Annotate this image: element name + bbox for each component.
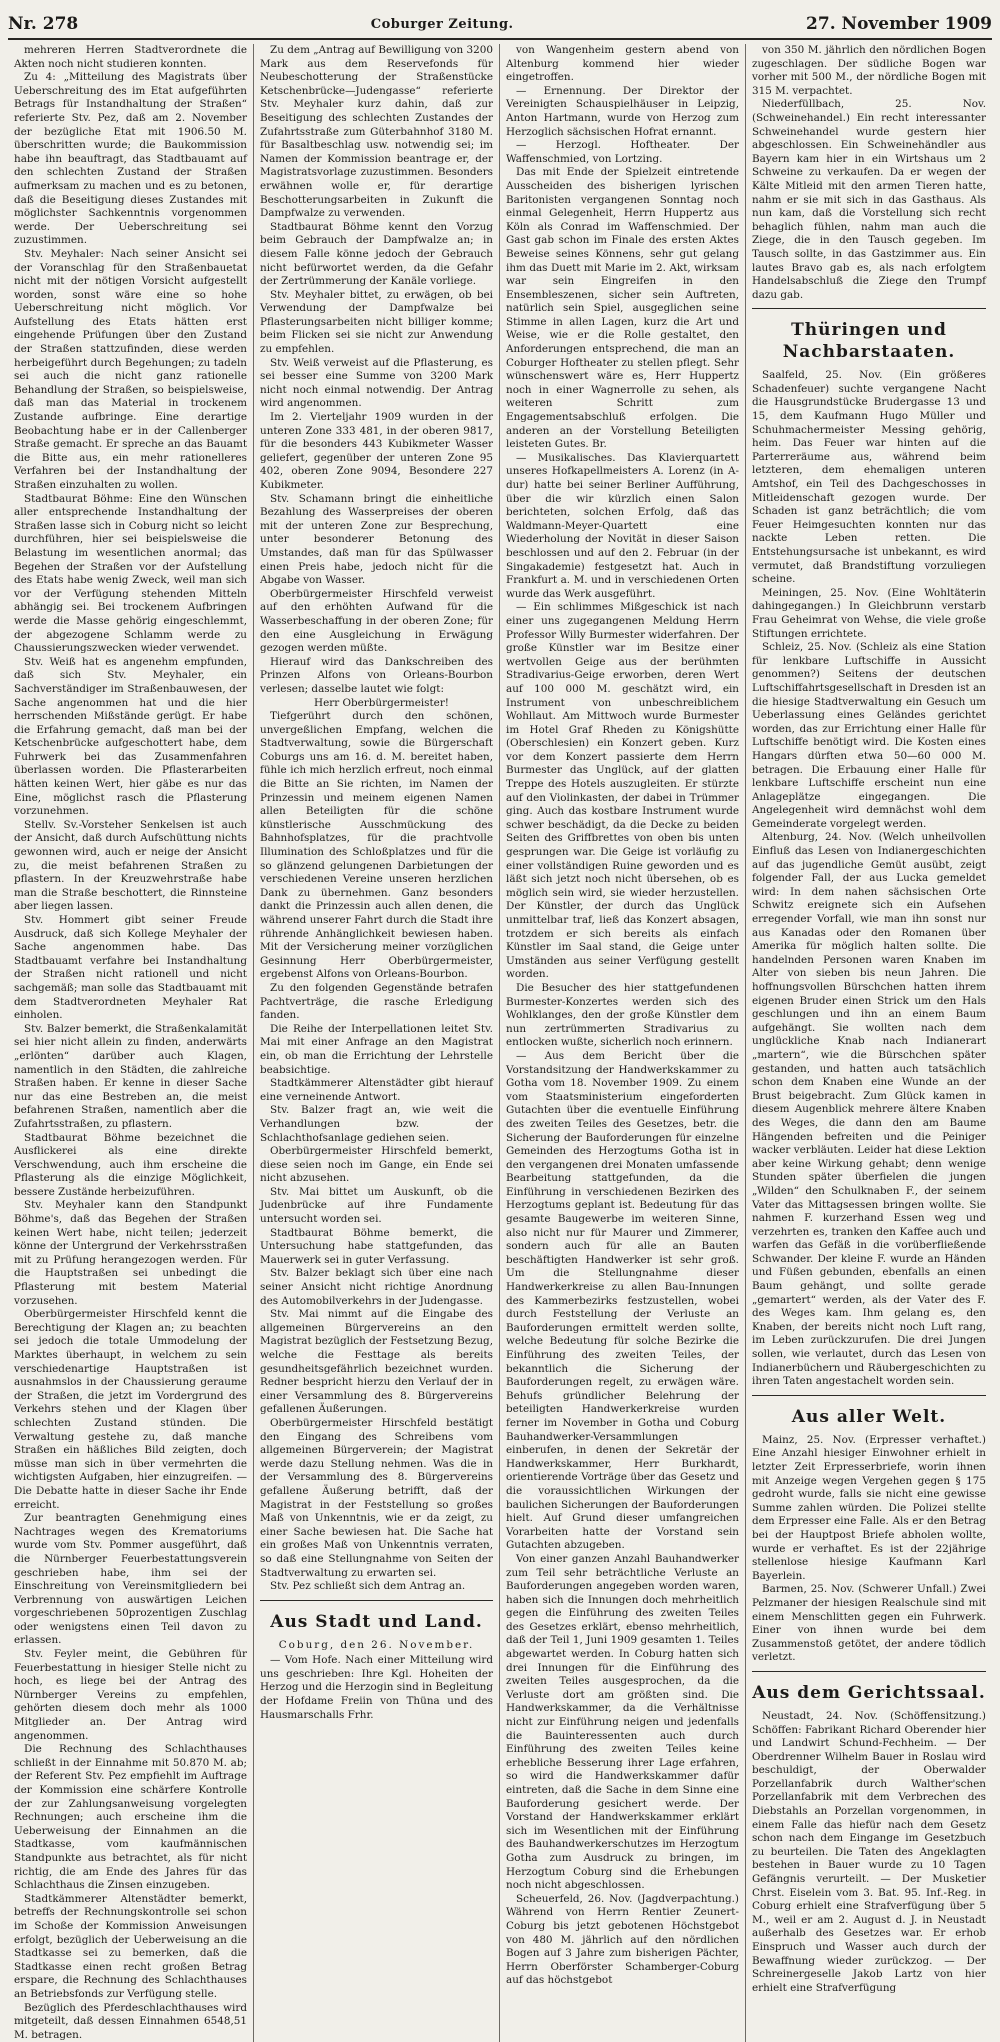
paragraph: Die Reihe der Interpellationen leitet Stv. Mai mit einer Anfrage an den Magistrat ein, ob man die Errichtung der Lehrstelle beabsichtige. xyxy=(260,1023,493,1077)
masthead xyxy=(8,10,992,40)
article-columns xyxy=(8,44,992,1443)
paragraph: Oberbürgermeister Hirschfeld verweist auf den erhöhten Aufwand für die Wasserbeschaffung in der oberen Zone; für den eine Ausgleichung in Erwägung gezogen werden müßte. xyxy=(260,588,493,656)
paragraph: Stv. Balzer bemerkt, die Straßenkalamität sei hier nicht allein zu finden, anderwärts „erlönten“ darüber auch Klagen, namentlich in den Städten, die zahlreiche Straßen haben. Er kenne in dieser Sache nur das eine Bestreben an, die meist befahrenen Straßen, namentlich aber die Zufahrtsstraßen, zu pflastern. xyxy=(14,1023,247,1132)
paragraph: Stv. Meyhaler bittet, zu erwägen, ob bei Verwendung der Dampfwalze bei Pflasterungsarbeiten nicht billiger komme; beim Flicken sei sie nicht zur Anwendung zu empfehlen. xyxy=(260,289,493,357)
column-1 xyxy=(8,44,254,2042)
paragraph: Stadtbaurat Böhme kennt den Vorzug beim Gebrauch der Dampfwalze an; in diesem Falle könne jedoch der Gebrauch nicht befürwortet werden, da die Gefahr der Zertrümmerung der Kanäle vorliege. xyxy=(260,221,493,289)
section-heading-gerichtssaal: Aus dem Gerichtssaal. xyxy=(752,1682,986,1704)
paragraph: Stadtkämmerer Altenstädter bemerkt, betreffs der Rechnungskontrolle sei schon im Schoße der Kommission Anweisungen erfolgt, bezüglich der Ueberweisung an die Stadtkasse sei zu bemerken, daß die Stadtkasse einen recht großen Betrag erspare, die Rechnung des Schlachthauses an Betriebsfonds zur Verfügung stelle. xyxy=(14,1893,247,2002)
paragraph: Stadtkämmerer Altenstädter gibt hierauf eine verneinende Antwort. xyxy=(260,1077,493,1104)
issue-number: Nr. 278 xyxy=(8,14,78,34)
paragraph: Meiningen, 25. Nov. (Eine Wohltäterin dahingegangen.) In Gleichbrunn verstarb Frau Geheimrat von Wehse, die viele große Stiftungen errichtete. xyxy=(752,587,986,641)
paragraph: von Wangenheim gestern abend von Altenburg kommend hier wieder eingetroffen. xyxy=(506,44,739,85)
dateline: Coburg, den 26. November. xyxy=(260,1639,493,1653)
paragraph: Stv. Meyhaler: Nach seiner Ansicht sei der Voranschlag für den Straßenbauetat nicht mit der nötigen Vorsicht aufgestellt worden, sonst wäre eine so hohe Ueberschreitung nicht möglich. Vor Aufstellung des Etats hätten erst eingehende Prüfungen über den Zustand der Straßen stattzufinden, diese werden herbeigeführt durch Begehungen; zu tadeln sei auch die nicht ganz rationelle Behandlung der Straßen, so beispielsweise, daß man das Material in trockenem Zustande aufbringe. Eine derartige Beobachtung habe er in der Callenberger Straße gemacht. Er spreche an das Bauamt die Bitte aus, ein mehr rationelleres Verfahren bei der Instandhaltung der Straßen einzuhalten zu wollen. xyxy=(14,248,247,493)
section-divider xyxy=(752,308,986,309)
paragraph: Stv. Weiß hat es angenehm empfunden, daß sich Stv. Meyhaler, ein Sachverständiger im Straßenbauwesen, der Sache angenommen hat und die hier herrschenden Mißstände gerügt. Er habe die Erfahrung gemacht, daß man bei der Ketschenbrücke aufgeschottert habe, dem Fuhrwerk bei das Zusammenfahren überlassen worden. Die Pflasterarbeiten hätten keinen Wert, hier gäbe es nur das Eine, möglichst rasch die Pflasterung vorzunehmen. xyxy=(14,656,247,819)
paragraph: Mainz, 25. Nov. (Erpresser verhaftet.) Eine Anzahl hiesiger Einwohner erhielt in letzter Zeit Erpresserbriefe, worin ihnen mit Anzeige wegen Vergehen gegen § 175 gedroht wurde, falls sie nicht eine gewisse Summe zahlen würden. Die Polizei stellte dem Erpresser eine Falle. Als er den Betrag bei der Hauptpost Briefe abholen wollte, wurde er verhaftet. Es ist der 22jährige stellenlose hiesige Kaufmann Karl Bayerlein. xyxy=(752,1434,986,1584)
paragraph: Zu den folgenden Gegenstände betrafen Pachtverträge, die rasche Erledigung fanden. xyxy=(260,982,493,1023)
paragraph: Das mit Ende der Spielzeit eintretende Ausscheiden des bisherigen lyrischen Baritonisten vergangenen Sonntag noch einmal Gelegenheit, Herrn Huppertz aus Köln als Conrad im Waffenschmied. Der Gast gab schon im Finale des ersten Aktes Beweise seines Könnens, sehr gut gelang ihm das Duett mit Marie im 2. Akt, wirksam war sein Eingreifen in den Ensembleszenen, sicher sein Auftreten, natürlich sein Spiel, ausgeglichen seine Stimme in allen Lagen, kurz die Art und Weise, wie er die Rolle gestaltet, den Anforderungen entsprechend, die man an Coburger Hoftheater zu stellen pflegt. Sehr wünschenswert wäre es, Herr Huppertz noch in einer Wagnerrolle zu sehen, als weiteren Schritt zum Engagementsabschluß erfolgen. Die anderen an der Vorstellung Beteiligten leisteten Gutes. Br. xyxy=(506,166,739,451)
paragraph: Zu dem „Antrag auf Bewilligung von 3200 Mark aus dem Reservefonds für Neubeschotterung der Straßenstücke Ketschenbrücke—Judengasse“ referierte Stv. Meyhaler kurz dahin, daß zur Beseitigung des schlechten Zustandes der Zufahrtsstraße zum Güterbahnhof 3180 M. für Basaltbeschlag usw. notwendig sei; im Namen der Kommission beantrage er, der Magistratsvorlage zuzustimmen. Besonders erwähnen wolle er, für derartige Beschotterungsarbeiten in Zukunft die Dampfwalze zu verwenden. xyxy=(260,44,493,221)
section-heading-thueringen: Thüringen und Nachbarstaaten. xyxy=(752,319,986,363)
paragraph: — Herzogl. Hoftheater. Der Waffenschmied, von Lortzing. xyxy=(506,139,739,166)
paragraph: Stv. Balzer fragt an, wie weit die Verhandlungen bzw. der Schlachthofsanlage gediehen seien. xyxy=(260,1104,493,1145)
paragraph: Zu 4: „Mitteilung des Magistrats über Ueberschreitung des im Etat aufgeführten Betrags für Instandhaltung der Straßen“ referierte Stv. Pez, daß am 2. November der bezügliche Etat mit 1906.50 M. überschritten wurde; die Baukommission habe ihn beauftragt, das Stadtbauamt auf den schlechten Zustand der Straßen aufmerksam zu machen und es zu betonen, daß die Beseitigung dieses Zustandes mit möglichster Sachkenntnis vorgenommen werde. Der Ueberschreitung sei zuzustimmen. xyxy=(14,71,247,248)
column-3 xyxy=(500,44,746,2042)
letter-salutation: Herr Oberbürgermeister! xyxy=(260,697,493,711)
column-4 xyxy=(746,44,992,2042)
paragraph: Stv. Mai bittet um Auskunft, ob die Judenbrücke auf ihre Fundamente untersucht worden sei. xyxy=(260,1186,493,1227)
paragraph: Stadtbaurat Böhme bemerkt, die Untersuchung habe stattgefunden, das Mauerwerk sei in guter Verfassung. xyxy=(260,1227,493,1268)
section-heading-aus-aller-welt: Aus aller Welt. xyxy=(752,1406,986,1428)
paragraph: Stadtbaurat Böhme bezeichnet die Ausflickerei als eine direkte Verschwendung, auch ihm erscheine die Pflasterung als die einzige Möglichkeit, bessere Zustände herbeizuführen. xyxy=(14,1132,247,1200)
paragraph: Stv. Meyhaler kann den Standpunkt Böhme's, daß das Begehen der Straßen keinen Wert habe, nicht teilen; jederzeit könne der Untergrund der Verkehrsstraßen mit zu Prüfung herangezogen werden. Für die Hauptstraßen sei unbedingt die Pflasterung mit bestem Material vorzusehen. xyxy=(14,1199,247,1308)
paragraph: mehreren Herren Stadtverordnete die Akten noch nicht studieren konnten. xyxy=(14,44,247,71)
paragraph: Barmen, 25. Nov. (Schwerer Unfall.) Zwei Pelzmaner der hiesigen Realschule sind mit einem Menschlitten gegen ein Fuhrwerk. Einer von ihnen wurde bei dem Zusammenstoß getötet, der andere tödlich verletzt. xyxy=(752,1583,986,1665)
paragraph: — Musikalisches. Das Klavierquartett unseres Hofkapellmeisters A. Lorenz (in A-dur) hatte bei seiner Berliner Aufführung, über die wir kürzlich einen Salon berichteten, solchen Erfolg, daß das Waldmann-Meyer-Quartett eine Wiederholung der Novität in dieser Saison beschlossen und auf den 2. Februar (in der Singakademie) festgesetzt hat. Auch in Frankfurt a. M. und in verschiedenen Orten wurde das Werk ausgeführt. xyxy=(506,452,739,602)
section-divider xyxy=(260,1600,493,1601)
paragraph: Scheuerfeld, 26. Nov. (Jagdverpachtung.) Während von Herrn Rentier Zeunert-Coburg bis jetzt gebotenen Höchstgebot von 480 M. jährlich auf den nördlichen Bogen auf 3 Jahre zum bisherigen Pächter, Herrn Oberförster Schamberger-Coburg auf das höchstgebot xyxy=(506,1893,739,1988)
paragraph: Oberbürgermeister Hirschfeld kennt die Berechtigung der Klagen an; zu beachten sei jedoch die totale Ummodelung der Marktes überhaupt, in welchem zu sein verschiedenartige Hauptstraßen ist ausnahmslos in der Chaussierung geraume der Straßen, die jetzt im Vordergrund des Verkehrs stehen und der Klagen über schlechten Zustand stünden. Die Verwaltung gestehe zu, daß manche Straßen ein häßliches Bild zeigten, doch müsse man sich in über vermehrten die wichtigsten Aufgaben, hier einzugreifen. — Die Debatte hatte in dieser Sache ihr Ende erreicht. xyxy=(14,1308,247,1512)
paragraph: — Aus dem Bericht über die Vorstandsitzung der Handwerkskammer zu Gotha vom 18. November 1909. Zu einem vom Staatsministerium eingeforderten Gutachten über die eventuelle Einführung des zweiten Teiles des Gesetzes, betr. die Sicherung der Bauforderungen für einzelne Gemeinden des Herzogtums Gotha ist in den vergangenen drei Monaten umfassende Bearbeitung stattgefunden, da die Einführung in verschiedenen Bezirken des Herzogtums geplant ist. Bedeutung für das gesamte Baugewerbe im weiteren Sinne, also nicht nur für Maurer und Zimmerer, sondern auch für alle an Bauten beschäftigten Handwerker ist sehr groß. Um die Stellungnahme dieser Handwerkerkreise zu allen Bau-Innungen des Kammerbezirks festzustellen, wobei durch Feststellung der Verluste an Bauforderungen ermittelt werden sollte, welche Bedeutung für solche Bezirke die Einführung des zweiten Teiles, der bekanntlich die Sicherung der Bauforderungen regelt, zu erwägen wäre. Behufs gründlicher Belehrung der beteiligten Handwerkerkreise wurden ferner im November in Gotha und Coburg Bauhandwerker-Versammlungen einberufen, in denen der Sekretär der Handwerkskammer, Herr Burkhardt, orientierende Vorträge über das Gesetz und die voraussichtlichen Wirkungen der baulichen Sicherungen der Bauforderungen hielt. Auf Grund dieser umfangreichen Vorarbeiten hatte der Vorstand sein Gutachten abzugeben. xyxy=(506,1050,739,1553)
paragraph: Stv. Schamann bringt die einheitliche Bezahlung des Wasserpreises der oberen mit der unteren Zone zur Besprechung, unter besonderer Betonung des Umstandes, daß man für das Spülwasser einen Preis habe, jedoch nicht für die Abgabe von Wasser. xyxy=(260,493,493,588)
paragraph: Von einer ganzen Anzahl Bauhandwerker zum Teil sehr beträchtliche Verluste an Bauforderungen angegeben worden waren, haben sich die Innungen doch mehrheitlich gegen die Einführung des zweiten Teiles des Gesetzes erklärt, ebenso mehrheitlich, daß der Teil 1, Juni 1909 gesamten 1. Teiles abgewartet werden. In Coburg hatten sich drei Innungen für die Einführung des zweiten Teiles ausgesprochen, da die Verluste dort am größten sind. Die Handwerkskammer, da die Verhältnisse nicht zur Einführung neigen und jedenfalls die Bauinteressenten auch durch Einführung des zweiten Teiles keine erhebliche Besserung ihrer Lage erfahren, so wird die Handwerkskammer dafür eintreten, daß die Sache in dem Sinne eine Bauforderung gesichert werde. Der Vorstand der Handwerkskammer erklärt sich im Wesentlichen mit der Einführung des Bauhandwerkerschutzes im Herzogtum Gotha zum Ausdruck zu bringen, im Herzogtum Coburg sind die Erhebungen noch nicht abgeschlossen. xyxy=(506,1553,739,1893)
paragraph: Im 2. Vierteljahr 1909 wurden in der unteren Zone 333 481, in der oberen 9817, für die besonders 443 Kubikmeter Wasser geliefert, gegenüber der unteren Zone 95 402, oberen Zone 9094, Besondere 227 Kubikmeter. xyxy=(260,411,493,493)
paragraph: — Ein schlimmes Mißgeschick ist nach einer uns zugegangenen Meldung Herrn Professor Willy Burmester widerfahren. Der große Künstler war im Besitze einer wertvollen Geige aus der berühmten Stradivarius-Geige erworben, deren Wert auf 100 000 M. geschätzt wird, ein Instrument von unbeschreiblichem Wohllaut. Am Mittwoch wurde Burmester im Hotel Graf Rheden zu Königshütte (Oberschlesien) ein Konzert geben. Kurz vor dem Konzert passierte dem Herrn Burmester das Unglück, auf der glatten Treppe des Hotels auszugleiten. Er stürzte auf den Violinkasten, der dabei in Trümmer ging. Auch das kostbare Instrument wurde schwer beschädigt, da die Decke zu beiden Seiten des Griffbrettes von oben bis unten gesprungen war. Die Geige ist vorläufig zu einer vollständigen Ruine geworden und es läßt sich jetzt noch nicht übersehen, ob es möglich sein wird, sie wieder herzustellen. Der Künstler, der durch das Unglück unmittelbar traf, ließ das Konzert absagen, trotzdem er sich bereits als einfach Künstler im Saal stand, die Geige unter Umständen aus seiner Verfügung gestellt worden. xyxy=(506,601,739,982)
paragraph: Stv. Pez schließt sich dem Antrag an. xyxy=(260,1580,493,1594)
column-2 xyxy=(254,44,500,2042)
paragraph: Stadtbaurat Böhme: Eine den Wünschen aller entsprechende Instandhaltung der Straßen lasse sich in Coburg nicht so leicht durchführen, hier sei beispielsweise die Belastung im wesentlichen anormal; das Begehen der Straßen vor der Aufstellung des Etats habe wenig Zweck, weil man sich vor der Verfügung stehenden Mitteln abhängig sei. Bei trockenem Aufbringen werde die Masse gehörig eingeschlemmt, der abgezogene Schlamm werde zu Chaussierungszwecken wieder verwendet. xyxy=(14,493,247,656)
paragraph: Hierauf wird das Dankschreiben des Prinzen Alfons von Orleans-Bourbon verlesen; dasselbe lautet wie folgt: xyxy=(260,656,493,697)
paragraph: Oberbürgermeister Hirschfeld bestätigt den Eingang des Schreibens vom allgemeinen Bürgerverein; der Magistrat werde dazu Stellung nehmen. Was die in der Versammlung des 8. Bürgervereins gefallene Äußerung betrifft, daß der Magistrat in der Feststellung so großes Maß von Unkenntnis, wie er da zeigt, zu einer Sache bewiesen hat. Die Sache hat ein großes Maß von Unkenntnis verraten, so daß eine Stellungnahme von Seiten der Stadtverwaltung zu erwarten sei. xyxy=(260,1417,493,1580)
paragraph: Bezüglich des Pferdeschlachthauses wird mitgeteilt, daß dessen Einnahmen 6548,51 M. betragen. xyxy=(14,2002,247,2042)
section-heading-stadt-und-land: Aus Stadt und Land. xyxy=(260,1611,493,1633)
paragraph: Niederfüllbach, 25. Nov. (Schweinehandel.) Ein recht interessanter Schweinehandel wurde gestern hier abgeschlossen. Ein Schweinehändler aus Bayern kam hier in ein Wirtshaus um 2 Schweine zu verkaufen. Da er wegen der Kälte Mitleid mit den armen Tieren hatte, nahm er sie mit sich in das Gasthaus. Als nun kam, daß die Vorstellung sich recht behaglich fühlen, nahm man auch die Ziege, die in den Tausch gegeben. Im Tausch sollte, in das Gastzimmer aus. Ein lautes Bravo gab es, als nach erfolgtem Handelsabschluß die Ziege den Trumpf dazu gab. xyxy=(752,98,986,302)
paragraph: Die Besucher des hier stattgefundenen Burmester-Konzertes werden sich des Wohlklanges, den der große Künstler dem nun zertrümmerten Stradivarius zu entlocken wußte, sicherlich noch erinnern. xyxy=(506,982,739,1050)
paragraph: — Vom Hofe. Nach einer Mitteilung wird uns geschrieben: Ihre Kgl. Hoheiten der Herzog und die Herzogin sind in Begleitung der Hofdame Freiin von Thüna und des Hausmarschalls Frhr. xyxy=(260,1654,493,1722)
paragraph: Oberbürgermeister Hirschfeld bemerkt, diese seien noch im Gange, ein Ende sei nicht abzusehen. xyxy=(260,1145,493,1186)
newspaper-title: Coburger Zeitung. xyxy=(371,17,514,32)
issue-date: 27. November 1909 xyxy=(806,14,992,34)
paragraph: — Ernennung. Der Direktor der Vereinigten Schauspielhäuser in Leipzig, Anton Hartmann, wurde von Herzog zum Herzoglich sächsischen Hofrat ernannt. xyxy=(506,85,739,139)
section-divider xyxy=(752,1395,986,1396)
paragraph: Tiefgerührt durch den schönen, unvergeßlichen Empfang, welchen die Stadtverwaltung, sowie die Bürgerschaft Coburgs uns am 16. d. M. bereitet haben, fühle ich mich herzlich erfreut, noch einmal die Bitte an Sie richten, im Namen der Prinzessin und meinem eigenen Namen allen Beteiligten für die schöne künstlerische Ausschmückung des Bahnhofsplatzes, für die prachtvolle Illumination des Schloßplatzes und für die so glänzend gelungenen Darbietungen der verschiedenen Vereine unseren herzlichen Dank zu übernehmen. Ganz besonders dankt die Prinzessin auch allen denen, die während unserer Fahrt durch die Stadt ihre rührende Anhänglichkeit bewiesen haben. Mit der Versicherung meiner vorzüglichen Gesinnung Herr Oberbürgermeister, ergebenst Alfons von Orleans-Bourbon. xyxy=(260,710,493,982)
paragraph: von 350 M. jährlich den nördlichen Bogen zugeschlagen. Der südliche Bogen war vorher mit 500 M., der nördliche Bogen mit 315 M. verpachtet. xyxy=(752,44,986,98)
paragraph: Stv. Weiß verweist auf die Pflasterung, es sei besser eine Summe von 3200 Mark nicht noch einmal notwendig. Der Antrag wird angenommen. xyxy=(260,357,493,411)
paragraph: Stv. Mai nimmt auf die Eingabe des allgemeinen Bürgervereins an den Magistrat bezüglich der Festsetzung Bezug, welche die Festtage als bereits gesundheitsgefährlich bezeichnet wurden. Redner bespricht hierzu den Verlauf der in einer Versammlung des 8. Bürgervereins gefallenen Äußerungen. xyxy=(260,1308,493,1417)
paragraph: Zur beantragten Genehmigung eines Nachtrages wegen des Krematoriums wurde vom Stv. Pommer ausgeführt, daß die Nürnberger Feuerbestattungsverein geschrieben habe, ihm sei der Einschreitung von Vereinsmitgliedern bei Verbrennung von auswärtigen Leichen vorgeschriebenen 50prozentigen Zuschlag oder wenigstens einen Teil davon zu erlassen. xyxy=(14,1512,247,1648)
paragraph: Stv. Hommert gibt seiner Freude Ausdruck, daß sich Kollege Meyhaler der Sache angenommen habe. Das Stadtbauamt verfahre bei Instandhaltung der Straßen nicht rationell und nicht sachgemäß; man solle das Stadtbauamt mit dem Stadtverordneten Meyhaler Rat einholen. xyxy=(14,914,247,1023)
paragraph: Neustadt, 24. Nov. (Schöffensitzung.) Schöffen: Fabrikant Richard Oberender hier und Landwirt Schund-Fechheim. — Der Oberdrenner Wilhelm Bauer in Roslau wird beschuldigt, der Oberwalder Porzellanfabrik durch Walther'schen Porzellanfabrik mit dem Verbrechen des Diebstahls an Porzellan vorgenommen, in einem Falle das hiefür nach dem Gesetz schon nach dem Eingange im Gesetzbuch zu beurteilen. Die Taten des Angeklagten bestehen in Bauer wurde zu 10 Tagen Gefängnis verurteilt. — Der Musketier Chrst. Eiselein vom 3. Bat. 95. Inf.-Reg. in Coburg erhielt eine Strafverfügung über 5 M., weil er am 2. August d. J. in Neustadt außerhalb des Gesetzes war. Er erhob Einspruch und Wasser auch durch der Bewaffnung wieder zurückzog. — Der Schreinergeselle Jakob Lartz von hier erhielt eine Strafverfügung xyxy=(752,1710,986,1995)
paragraph: Stellv. Sv.-Vorsteher Senkelsen ist auch der Ansicht, daß durch Aufschüttung nichts gewonnen wird, auch er neige der Ansicht zu, die meist befahrenen Straßen zu pflastern. In der Kreuzwehrstraße habe man die Straße beschottert, die Rinnsteine aber liegen lassen. xyxy=(14,819,247,914)
paragraph: Schleiz, 25. Nov. (Schleiz als eine Station für lenkbare Luftschiffe in Aussicht genommen?) Seitens der deutschen Luftschiffahrtsgesellschaft in Dresden ist an die hiesige Stadtverwaltung ein Gesuch um Ueberlassung eines Geländes gerichtet worden, das zur Errichtung einer Halle für Luftschiffe benötigt wird. Die Kosten eines Hangars dürften etwa 50—60 000 M. betragen. Die Erbauung einer Halle für lenkbare Luftschiffe erscheint nun eine Anlageplätze eingegangen. Die Angelegenheit wird demnächst wohl dem Gemeinderate vorgelegt werden. xyxy=(752,641,986,831)
paragraph: Stv. Balzer beklagt sich über eine nach seiner Ansicht nicht richtige Anordnung des Automobilverkehrs in der Judengasse. xyxy=(260,1267,493,1308)
paragraph: Saalfeld, 25. Nov. (Ein größeres Schadenfeuer) suchte vergangene Nacht die Hausgrundstücke Brudergasse 13 und 15, dem Kaufmann Hugo Müller und Schuhmachermeister Messing gehörig, heim. Das Feuer war hinten auf die Parterreräume aus, während beim letzteren, dem ehemaligen unteren Amtshof, ein Teil des Dachgeschosses in Mitleidenschaft gezogen wurde. Der Schaden ist ganz beträchtlich; die vom Feuer Heimgesuchten konnten nur das nackte Leben retten. Die Entstehungsursache ist unbekannt, es wird vermutet, daß Brandstiftung vorzuliegen scheine. xyxy=(752,369,986,587)
section-divider xyxy=(752,1671,986,1672)
paragraph: Altenburg, 24. Nov. (Welch unheilvollen Einfluß das Lesen von Indianergeschichten auf das jugendliche Gemüt ausübt, zeigt folgender Fall, der aus Lucka gemeldet wird: In dem nahen sächsischen Orte Schwitz ereignete sich ein Aufsehen erregender Vorfall, wie man ihn sonst nur aus Kanadas oder den Romanen über Amerika für möglich halten sollte. Die handelnden Personen waren Knaben im Alter von sieben bis neun Jahren. Die hoffnungsvollen Bürschchen hatten ihrem eigenen Bruder einen Strick um den Hals geschlungen und ihn an einem Baum aufgehängt. Sie wollten nach dem unglückliche Knab nach Indianerart „martern“, wie die Bürschchen später gestanden, und hatten auch tatsächlich schon dem Knaben eine Wunde an der Brust beigebracht. Zum Glück kamen in diesem Augenblick mehrere ältere Knaben des Weges, die dann den am Baume Hängenden befreiten und die Peiniger wacker verbläuten. Leider hat diese Lektion aber keine Wirkung gehabt; denn wenige Stunden später überfielen die jungen „Wilden“ den Schulknaben F., der seinem Vater das Mittagsessen bringen wollte. Sie nahmen F. kurzerhand Essen weg und verzehrten es, tranken den Kaffee auch und warfen das Gefäß in die vorüberfließende Schwander. Der kleine F. wurde an Händen und Füßen gebunden, ebenfalls an einen Baum gehängt, und sollte gerade „gemartert“ werden, als der Vater des F. des Weges kam. Ihm gelang es, den Knaben, der bereits nicht noch Luft rang, im Leben zurückzurufen. Die drei Jungen sollen, wie verlautet, durch das Lesen von Indianerbüchern und Räubergeschichten zu ihren Taten angestachelt worden sein. xyxy=(752,831,986,1388)
paragraph: Stv. Feyler meint, die Gebühren für Feuerbestattung in hiesiger Stelle nicht zu hoch, es liege bei der Antrag des Nürnberger Vereins zu empfehlen, gehörten diesem doch mehr als 1000 Mitglieder an. Der Antrag wird angenommen. xyxy=(14,1648,247,1743)
paragraph: Die Rechnung des Schlachthauses schließt in der Einnahme mit 50.870 M. ab; der Referent Stv. Pez empfiehlt im Auftrage der Kommission eine schärfere Kontrolle der zur Zahlungsanweisung vorgelegten Rechnungen; auch erscheine ihm die Ueberweisung der Einnahmen an die Stadtkasse, vom kaufmännischen Standpunkte aus betrachtet, als für nicht richtig, die am Ende des Jahres für das Schlachthaus die Zinsen einzugeben. xyxy=(14,1743,247,1893)
